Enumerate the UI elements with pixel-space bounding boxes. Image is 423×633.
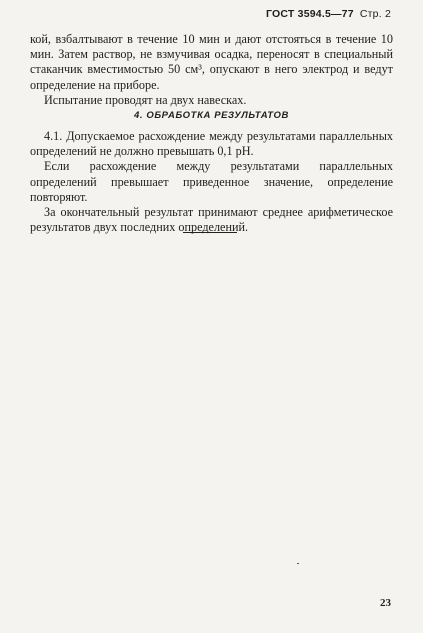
page-number: 23 [380, 597, 391, 609]
paragraph-samples: Испытание проводят на двух навесках. [44, 92, 247, 107]
paragraph-repeat: Если расхождение между результатами параллельных определений превышает приведенное значение, определение повторяют. [30, 159, 393, 204]
page-header [266, 8, 391, 20]
text-block-continuation [30, 32, 393, 108]
text-block-results [30, 129, 393, 235]
scan-speck [297, 563, 299, 564]
standard-number: ГОСТ 3594.5—77 [266, 8, 354, 20]
paragraph-continuation: кой, взбалтывают в течение 10 мин и дают отстояться в течение 10 мин. Затем раствор, не взмучивая осадка, переносят в специальный стаканчик вместимостью 50 см³, опускают в него электрод и ведут определение на приборе. [30, 32, 393, 92]
end-rule [183, 232, 237, 233]
paragraph-4-1: 4.1. Допускаемое расхождение между результатами параллельных определений не должно превышать 0,1 pH. [30, 129, 393, 159]
section-heading: 4. ОБРАБОТКА РЕЗУЛЬТАТОВ [134, 110, 289, 121]
paragraph-final-result: За окончательный результат принимают среднее арифметическое результатов двух последних определений. [30, 205, 393, 235]
page-label: Стр. 2 [359, 8, 391, 20]
